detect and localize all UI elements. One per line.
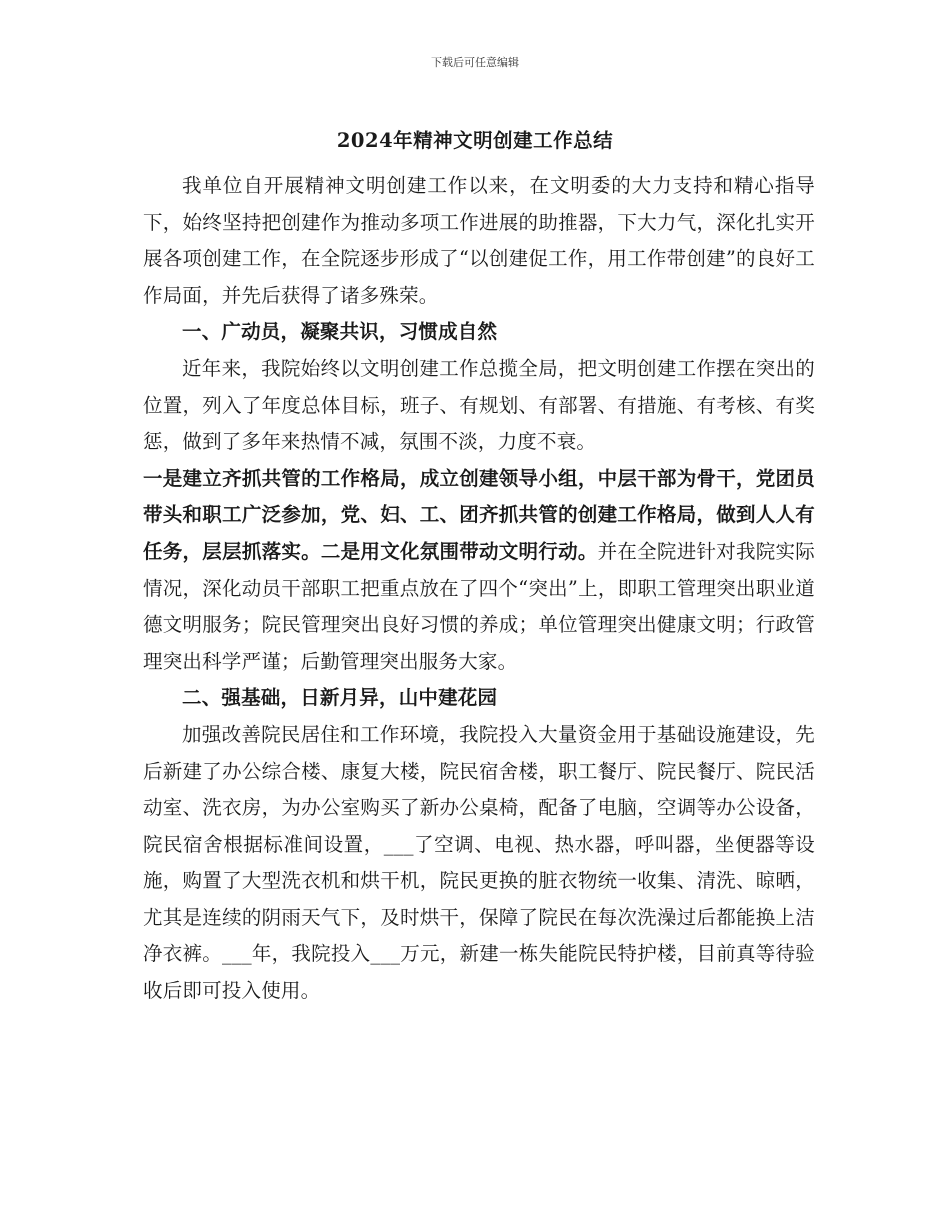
page-header-note: 下载后可任意编辑 — [431, 56, 519, 69]
section-1-regular-text: 并在全院进针对我院实际情况，深化动员干部职工把重点放在了四个“突出”上，即职工管理突出职业道德文明服务；院民管理突出良好习惯的养成；单位管理突出健康文明；行政管理突出科学严谨；后勤管理突出服务大家。 — [143, 539, 815, 673]
intro-paragraph: 我单位自开展精神文明创建工作以来，在文明委的大力支持和精心指导下，始终坚持把创建作为推动多项工作进展的助推器，下大力气，深化扎实开展各项创建工作，在全院逐步形成了“以创建促工作，用工作带创建”的良好工作局面，并先后获得了诸多殊荣。 — [143, 174, 815, 307]
document-body — [143, 168, 815, 1010]
document-title: 2024年精神文明创建工作总结 — [336, 129, 614, 152]
section-1-paragraph-2 — [143, 461, 815, 681]
section-1-bold-text: 一是建立齐抓共管的工作格局，成立创建领导小组，中层干部为骨干，党团员带头和职工广泛参加，党、妇、工、团齐抓共管的创建工作格局，做到人人有任务，层层抓落实。二是用文化氛围带动文明行动。 — [143, 466, 815, 563]
section-2-paragraph-1: 加强改善院民居住和工作环境，我院投入大量资金用于基础设施建设，先后新建了办公综合楼、康复大楼，院民宿舍楼，职工餐厅、院民餐厅、院民活动室、洗衣房，为办公室购买了新办公桌椅，配备了电脑，空调等办公设备，院民宿舍根据标准间设置，___了空调、电视、热水器，呼叫器，坐便器等设施，购置了大型洗衣机和烘干机，院民更换的脏衣物统一收集、清洗、晾晒，尤其是连续的阴雨天气下，及时烘干，保障了院民在每次洗澡过后都能换上洁净衣裤。___年，我院投入___万元，新建一栋失能院民特护楼，目前真等待验收后即可投入使用。 — [143, 722, 815, 1003]
section-2-heading: 二、强基础，日新月异，山中建花园 — [182, 686, 498, 710]
section-1-paragraph-1: 近年来，我院始终以文明创建工作总揽全局，把文明创建工作摆在突出的位置，列入了年度总体目标，班子、有规划、有部署、有措施、有考核、有奖惩，做到了多年来热情不减，氛围不淡，力度不衰。 — [143, 356, 815, 454]
section-1-heading: 一、广动员，凝聚共识，习惯成自然 — [182, 320, 498, 344]
